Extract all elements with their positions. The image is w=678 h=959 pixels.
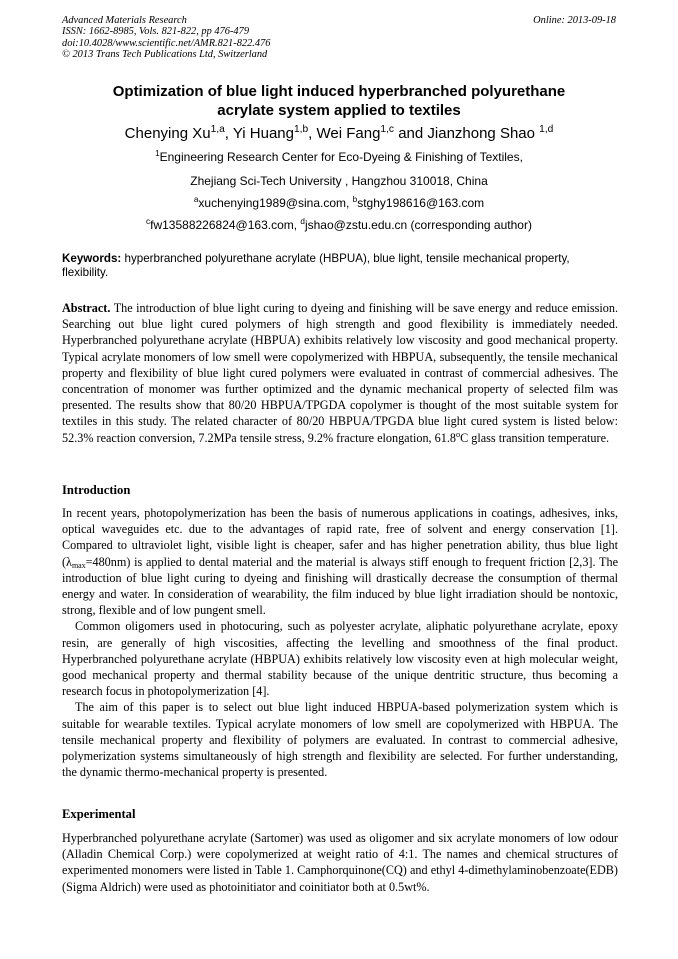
affiliation-number: 1 — [155, 149, 160, 159]
intro-p1-text-cont: =480nm) is applied to dental material and the material is always stiff enough to frequent friction [2,3]. The introduction of blue light curing to dyeing and finishing will drastically decrease the consumption of thermal energy and water. In consideration of wearability, the film induced by blue light irradiation should be nontoxic, strong, flexible and of low pungent smell. — [62, 554, 618, 618]
author-name: Yi Huang — [232, 125, 294, 142]
email-line-1 — [62, 196, 616, 210]
abstract-tail: C glass transition temperature. — [460, 430, 610, 445]
intro-p1-text: In recent years, photopolymerization has been the basis of numerous applications in coatings, adhesives, inks, optical waveguides etc. due to the advantages of rapid rate, free of solvent and energy conservation [1]. Compared to ultraviolet light, visible light is cheaper, safer and has higher penetration ability, thus blue light (λ — [62, 506, 618, 569]
lambda-subscript: max — [71, 560, 86, 570]
author-name: Chenying Xu — [124, 125, 211, 142]
email-superscript: c — [146, 217, 151, 227]
copyright-line: © 2013 Trans Tech Publications Ltd, Switzerland — [62, 49, 268, 61]
experimental-body — [62, 830, 618, 895]
doi-line: doi:10.4028/www.scientific.net/AMR.821-822.476 — [62, 37, 271, 49]
email-address: jshao@zstu.edu.cn (corresponding author) — [304, 218, 532, 232]
experimental-paragraph-1: Hyperbranched polyurethane acrylate (Sartomer) was used as oligomer and six acrylate monomers of low odour (Alladin Chemical Corp.) were copolymerized at weight ratio of 4:1. The names and chemical structures of experimented monomers were listed in Table 1. Camphorquinone(CQ) and ethyl 4-dimethylaminobenzoate(EDB) (Sigma Aldrich) were used as photoinitiator and coinitiator both at 0.5wt%. — [62, 831, 618, 894]
keywords-label: Keywords: — [62, 252, 122, 265]
author-superscript: 1,b — [293, 123, 309, 135]
author-superscript: 1,d — [539, 123, 554, 135]
keywords-block — [62, 252, 618, 280]
author-list: Chenying Xu$^{1,a}$, Yi Huang$^{1,b}$, Wei Fang$^{1,c}$ and Jianzhong Shao $^{1,d}$ — [124, 123, 554, 142]
email-address: fw13588226824@163.com, — [150, 218, 298, 232]
email-superscript: a — [193, 195, 199, 205]
experimental-heading: Experimental — [62, 807, 136, 821]
author-superscript: 1,c — [380, 123, 395, 135]
email-address: xuchenying1989@sina.com, — [198, 196, 350, 210]
issn-line: ISSN: 1662-8985, Vols. 821-822, pp 476-479 — [62, 26, 250, 38]
journal-header — [62, 15, 616, 61]
email-line-2 — [62, 218, 616, 232]
author-superscript: 1,a — [210, 123, 225, 135]
degree-superscript: o — [455, 429, 461, 439]
affiliation-line-1 — [62, 150, 616, 164]
affiliation-line-2: Zhejiang Sci-Tech University , Hangzhou 310018, China — [190, 174, 488, 188]
introduction-body — [62, 505, 618, 780]
intro-paragraph-1 — [62, 505, 618, 618]
keywords-text: hyperbranched polyurethane acrylate (HBPUA), blue light, tensile mechanical property, flexibility. — [62, 252, 570, 279]
author-name: Wei Fang — [316, 125, 381, 142]
author-name: Jianzhong Shao — [427, 125, 535, 142]
online-date: Online: 2013-09-18 — [533, 15, 616, 26]
paper-title — [62, 82, 616, 120]
author-conjunction: and — [398, 125, 424, 142]
abstract-text: The introduction of blue light curing to dyeing and finishing will be save energy and reduce emission. Searching out blue light cured polymers of high strength and good flexibility is immediately needed. Hyperbranched polyurethane acrylate (HBPUA) exhibits relatively low viscosity and good mechanical property. Typical acrylate monomers of low smell were copolymerized with HBPUA, subsequently, the tensile mechanical property and flexibility of blue light cured polymers were evaluated in contrast of commercial adhesives. The concentration of monomer was further optimized and the dynamic mechanical property of selected film was presented. The results show that 80/20 HBPUA/TPGDA copolymer is thought of the most suitable system for textiles in this study. The related character of 80/20 HBPUA/TPGDA blue light cured system is listed below: 52.3% reaction conversion, 7.2MPa tensile stress, 9.2% fracture elongation, 61.8 — [62, 301, 619, 445]
title-line-1: Optimization of blue light induced hyperbranched polyurethane — [112, 83, 566, 100]
email-superscript: b — [352, 195, 358, 205]
email-address: stghy198616@163.com — [357, 196, 485, 210]
abstract-label: Abstract. — [62, 301, 111, 315]
journal-name: Advanced Materials Research — [62, 15, 187, 26]
intro-paragraph-3: The aim of this paper is to select out blue light induced HBPUA-based polymerization system which is suitable for wearable textiles. Typical acrylate monomers of low smell are copolymerized with HBPUA. The tensile mechanical property and flexibility of polymers are evaluated. In contrast to commercial adhesive, polymerization systems simultaneously of high strength and flexibility are selected. For further understanding, the dynamic thermo-mechanical property is presented. — [62, 700, 618, 780]
affiliation-text: Engineering Research Center for Eco-Dyeing & Finishing of Textiles, — [159, 150, 523, 164]
email-superscript: d — [300, 217, 305, 227]
intro-paragraph-2: Common oligomers used in photocuring, such as polyester acrylate, aliphatic polyurethane acrylate, epoxy resin, are generally of high viscosities, affecting the levelling and smoothness of the final product. Hyperbranched polyurethane acrylate (HBPUA) exhibits relatively low viscosity even at high molecular weight, good mechanical property and thermal stability because of the unique dentritic structure, thus becoming a research focus in photopolymerization [4]. — [62, 619, 618, 699]
title-line-2: acrylate system applied to textiles — [217, 102, 461, 119]
introduction-heading: Introduction — [62, 483, 131, 497]
abstract-block — [62, 300, 618, 446]
